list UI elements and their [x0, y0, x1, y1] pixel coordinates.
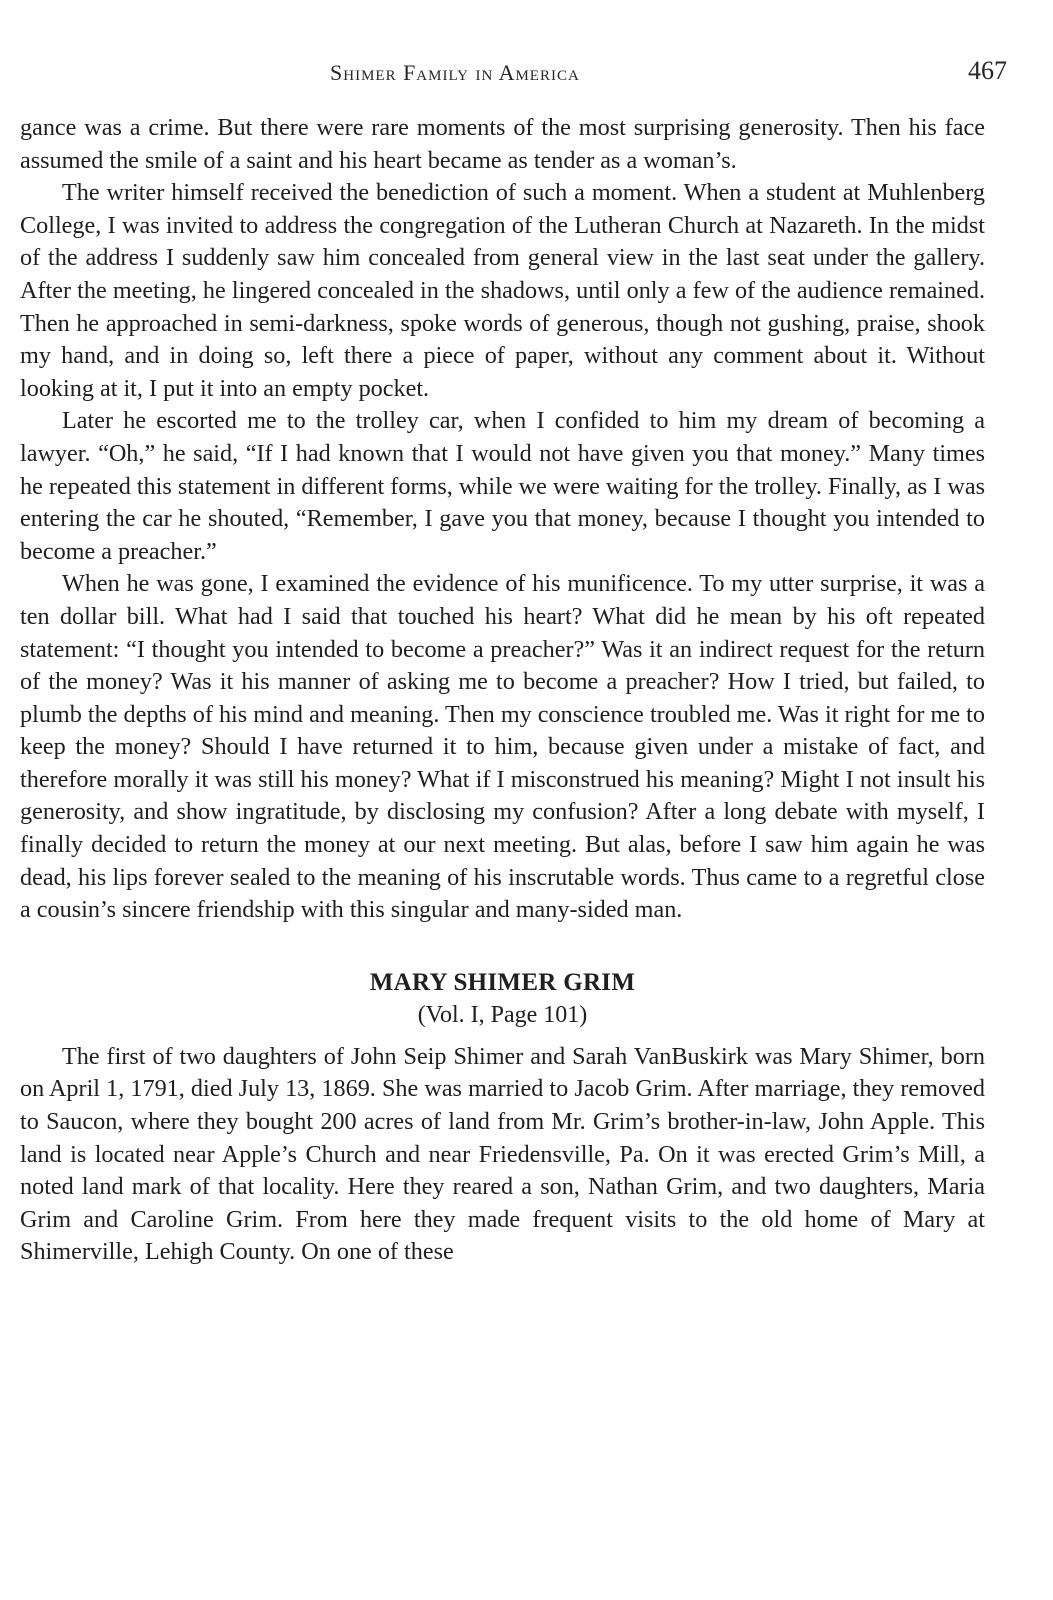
body-text — [20, 112, 985, 1269]
paragraph-trolley: Later he escorted me to the trolley car, when I confided to him my dream of becoming a lawyer. “Oh,” he said, “If I had known that I would not have given you that money.” Many times he repeated this statement in different forms, while we were waiting for the trolley. Finally, as I was entering the car he shouted, “Remember, I gave you that money, because I thought you intended to become a preacher.” — [20, 407, 985, 565]
section-heading: MARY SHIMER GRIM — [369, 968, 636, 996]
paragraph-munificence: When he was gone, I examined the evidence of his munificence. To my utter surprise, it was a ten dollar bill. What had I said that touched his heart? What did he mean by his oft repeated statement: “I thought you intended to become a preacher?” Was it an indirect request for the return of the money? Was it his manner of asking me to become a preacher? How I tried, but failed, to plumb the depths of his mind and meaning. Then my conscience troubled me. Was it right for me to keep the money? Should I have returned it to him, because given under a mistake of fact, and therefore morally it was still his money? What if I misconstrued his meaning? Might I not insult his generosity, and show ingratitude, by disclosing my confusion? After a long debate with myself, I finally decided to return the money at our next meeting. But alas, before I saw him again he was dead, his lips forever sealed to the meaning of his inscrutable words. Thus came to a regretful close a cousin’s sincere friendship with this singular and many-sided man. — [20, 570, 985, 924]
running-title: Shimer Family in America — [330, 60, 580, 85]
paragraph-mary-shimer-grim: The first of two daughters of John Seip Shimer and Sarah VanBuskirk was Mary Shimer, born on April 1, 1791, died July 13, 1869. She was married to Jacob Grim. After marriage, they removed to Saucon, where they bought 200 acres of land from Mr. Grim’s brother-in-law, John Apple. This land is located near Apple’s Church and near Friedensville, Pa. On it was erected Grim’s Mill, a noted land mark of that locality. Here they reared a son, Nathan Grim, and two daughters, Maria Grim and Caroline Grim. From here they made frequent visits to the old home of Mary at Shimerville, Lehigh County. On one of these — [20, 1042, 985, 1266]
running-head — [0, 52, 1053, 92]
paragraph-continuation: gance was a crime. But there were rare moments of the most surprising generosity. Then his face assumed the smile of a saint and his heart became as tender as a woman’s. — [20, 114, 985, 174]
section-reference: (Vol. I, Page 101) — [417, 1001, 588, 1028]
paragraph-benediction: The writer himself received the benediction of such a moment. When a student at Muhlenberg College, I was invited to address the congregation of the Lutheran Church at Nazareth. In the midst of the address I suddenly saw him concealed from general view in the last seat under the gallery. After the meeting, he lingered concealed in the shadows, until only a few of the audience remained. Then he approached in semi-darkness, spoke words of generous, though not gushing, praise, shook my hand, and in doing so, left there a piece of paper, without any comment about it. Without looking at it, I put it into an empty pocket. — [20, 179, 985, 402]
page-number: 467 — [968, 56, 1007, 85]
